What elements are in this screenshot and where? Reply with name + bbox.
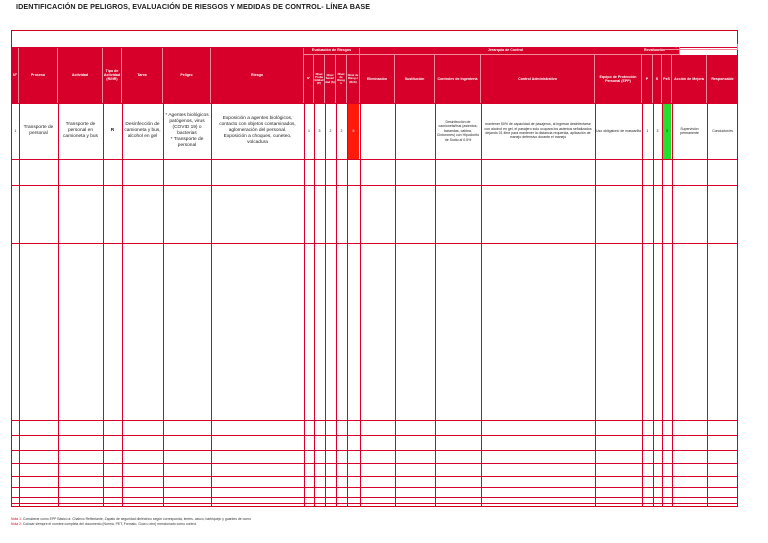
footnotes: [11, 517, 251, 526]
grid-vline: [336, 103, 337, 507]
row1-ingenieria: Desinfección de camioneta/bus (asientos, barandas, cabina, Cinturones) con Hipoclorito de Sodio al 0.5%: [436, 120, 480, 142]
col-header-responsable: Responsable: [707, 55, 738, 103]
grid-vline: [642, 103, 643, 507]
grid-vline: [672, 103, 673, 507]
grid-hline: [12, 159, 737, 160]
note-2-text: Colocar siempre el nombre completa del documento (Norma, PET, Formato, Guía u otro) mencionado como control.: [22, 521, 198, 526]
note-2-label: Nota 2:: [11, 521, 22, 526]
grid-hline: [12, 420, 737, 421]
grid-hline: [12, 487, 737, 488]
grid-vline: [325, 103, 326, 507]
risk-matrix-table: [11, 30, 738, 507]
row1-responsable: Conductor/es: [712, 128, 733, 133]
grid-hline: [12, 476, 737, 477]
row1-epp: Uso obligatorio de mascarilla: [596, 128, 641, 133]
row1-s: 3: [656, 128, 659, 133]
grid-vline: [595, 103, 596, 507]
col-header-eval-2: Nivel Proba bilidad (P): [314, 55, 325, 103]
col-header-tarea: Tarea: [122, 47, 163, 103]
grid-vline: [304, 103, 305, 507]
grid-vline: [19, 103, 20, 507]
row1-riesgo: Exposición a agentes biológicos, contacto con objetos contaminados, aglomeración del personal. Exposición a choques, cuneteo, volcadura: [219, 116, 296, 145]
grid-hline: [12, 47, 737, 48]
grid-hline: [12, 185, 737, 186]
grid-hline: [12, 497, 737, 498]
grid-vline: [481, 103, 482, 507]
grid-vline: [347, 103, 348, 507]
col-header-peligro: Peligro: [163, 47, 211, 103]
page-title: IDENTIFICACIÓN DE PELIGROS, EVALUACIÓN DE RIESGOS Y MEDIDAS DE CONTROL- LÍNEA BASE: [16, 2, 371, 11]
col-header-ingenieria: Controles de Ingeniería: [435, 55, 481, 103]
grid-hline: [12, 243, 737, 244]
col-header-actividad: Actividad: [58, 47, 103, 103]
col-header-nxs: PxS: [662, 55, 672, 103]
grid-vline: [163, 103, 164, 507]
grid-hline: [12, 103, 737, 104]
col-header-riesgo: Riesgo: [211, 47, 304, 103]
col-header-accion: Acción de Mejora: [672, 55, 707, 103]
grid-vline: [653, 103, 654, 507]
row1-actividad: Transporte de personal en camioneta y bus: [63, 122, 98, 139]
col-header-proceso: Proceso: [19, 47, 58, 103]
group-jerarquia: Jerarquía de Control: [360, 47, 652, 55]
row1-eval-3: 2: [329, 128, 332, 133]
col-header-eval-4: Nivel de Riesg o: [336, 55, 347, 103]
row1-n: 1: [14, 128, 17, 133]
grid-vline: [662, 103, 663, 507]
row1-p: 1: [646, 128, 649, 133]
col-header-sustitucion: Sustitución: [395, 55, 435, 103]
row1-tarea: Desinfección de camioneta y bus, alcohol en gel: [124, 122, 161, 139]
note-2: [11, 522, 251, 527]
grid-vline: [707, 103, 708, 507]
row1-nxs: 3: [666, 128, 668, 133]
grid-hline: [12, 503, 737, 504]
col-header-p: P: [642, 55, 653, 103]
note-1-text: Considerar como EPP Básico a: Chaleco Reflectante, Zapato de seguridad dieléctrico según corresponda, lentes, casco, barbiquejo y guantes de cuero: [22, 517, 252, 521]
grid-vline: [314, 103, 315, 507]
col-header-epp: Equipo de Protección Personal (EPP): [595, 55, 642, 103]
group-revaluacion: Revaluación: [642, 47, 680, 55]
row1-administrativo: mantener 50% de capacidad de pasajeros, al ingresar desinfectarse con alcohol en gel, el pasajero solo ocupara los asientos señalizados dejando 01 libre para mantener la distancia requerida, aplicación de manejo defensivo durante el manejo: [484, 122, 592, 140]
grid-vline: [103, 103, 104, 507]
grid-hline: [12, 435, 737, 436]
col-header-n: Nº: [12, 47, 19, 103]
col-header-eval-5: Nivel de Riesg o (NxS): [347, 55, 360, 103]
group-evaluacion: Evaluación de Riesgos: [304, 47, 360, 55]
row1-proceso: Transporte de personal: [23, 125, 54, 136]
grid-vline: [435, 103, 436, 507]
row1-eval-2: 3: [318, 128, 321, 133]
grid-vline: [395, 103, 396, 507]
grid-vline: [58, 103, 59, 507]
col-header-tipo: Tipo de Actividad (R/NR): [103, 47, 122, 103]
col-header-eval-3: Nivel Severi dad (S): [325, 55, 336, 103]
col-header-eval-1: Nº: [304, 55, 314, 103]
row1-eval-4: 2: [340, 128, 343, 133]
row1-eval-1: 1: [308, 128, 310, 133]
col-header-eliminacion: Eliminación: [360, 55, 395, 103]
row1-tipo: R: [110, 128, 115, 133]
grid-vline: [122, 103, 123, 507]
col-header-administrativo: Control Administrativo: [481, 55, 595, 103]
row1-eval-5: 6: [352, 128, 355, 133]
col-header-s: S: [653, 55, 662, 103]
grid-hline: [12, 450, 737, 451]
row1-peligro: * Agentes biológicos patógenos, virus (COVID 19) o bacterias * Transporte de personal: [165, 113, 209, 148]
row1-accion: Supervisión permanente: [680, 126, 699, 135]
grid-vline: [211, 103, 212, 507]
note-1-label: Nota 1:: [11, 517, 22, 521]
group-estrategia: Estrategia de Acciones - Ambito de Prioridad: [652, 44, 738, 50]
grid-hline: [12, 463, 737, 464]
grid-vline: [360, 103, 361, 507]
